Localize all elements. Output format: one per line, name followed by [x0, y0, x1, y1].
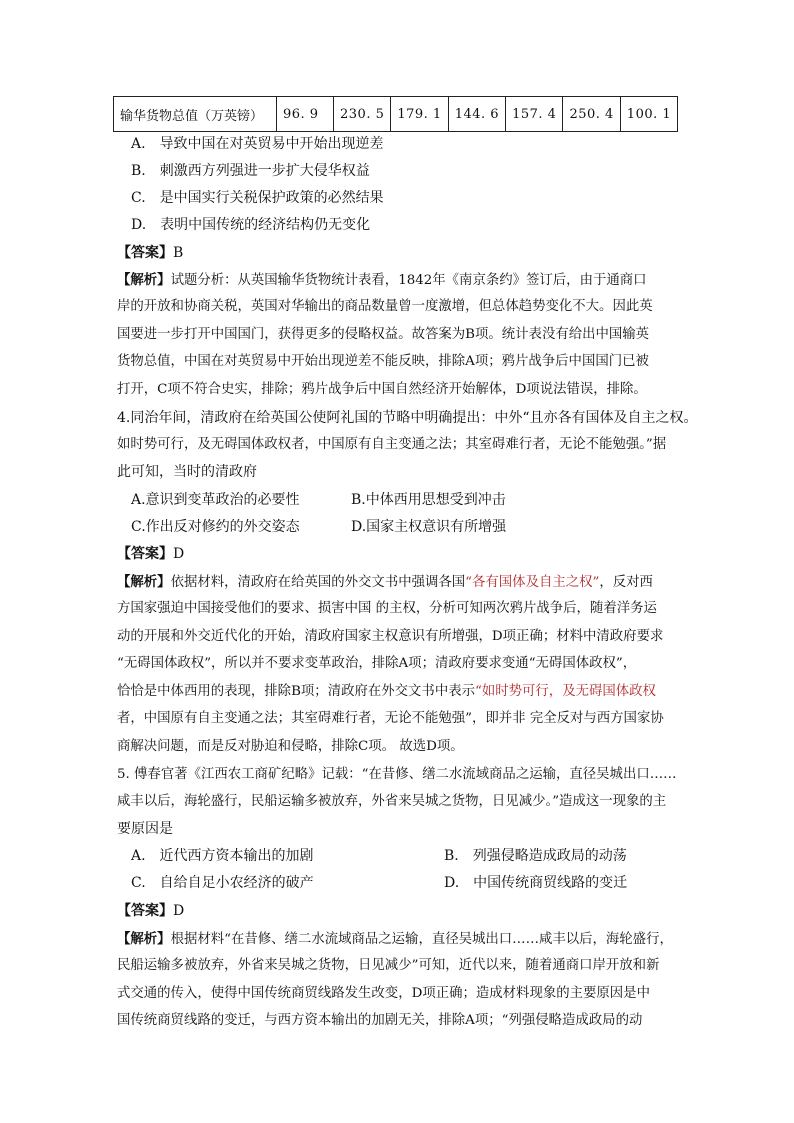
q4-analysis-line: 【解析】依据材料，清政府在给英国的外交文书中强调各国“各有国体及自主之权”，反对西 — [117, 574, 653, 590]
q3-option-d: D. 表明中国传统的经济结构仍无变化 — [131, 217, 371, 233]
q3-option-a: A. 导致中国在对英贸易中开始出现逆差 — [131, 136, 384, 152]
trade-value-table — [113, 96, 678, 132]
answer-value: B — [173, 245, 184, 261]
analysis-label: 【解析】 — [117, 931, 171, 947]
q5-analysis-line: 【解析】根据材料“在昔修、缮二水流域商品之运输，直径吴城出口……咸丰以后，海轮盛行， — [117, 931, 673, 947]
quote-highlight: “各有国体及自主之权” — [465, 575, 600, 590]
q4-analysis-line: 方国家强迫中国接受他们的要求、损害中国 的主权，分析可知两次鸦片战争后，随着洋务运 — [117, 601, 657, 616]
q5-stem-line: 咸丰以后，海轮盛行，民船运输多被放弃，外省来吴城之货物，日见减少。”造成这一现象的主 — [117, 794, 667, 809]
table-cell: 144. 6 — [448, 97, 505, 132]
q4-analysis-line: “无碍国体政权”，所以并不要求变革政治，排除A项；清政府要求变通“无碍国体政权”， — [117, 656, 637, 671]
q4-quote: “且亦各有国体及自主之权。 — [522, 410, 698, 426]
answer-value: D — [173, 546, 185, 562]
answer-label: 【答案】 — [117, 245, 173, 261]
q4-stem-line: 如时势可行，及无碍国体政权者，中国原有自主变通之法；其室碍难行者，无论不能勉强。”据 — [117, 437, 667, 452]
q5-option-b: B. 列强侵略造成政局的动荡 — [444, 848, 627, 864]
q3-analysis-line: 岸的开放和协商关税，英国对华输出的商品数量曾一度激增，但总体趋势变化不大。因此英 — [117, 299, 653, 314]
q4-stem-line: 此可知，当时的清政府 — [117, 464, 257, 480]
q5-option-a: A. 近代西方资本输出的加剧 — [131, 848, 314, 864]
q4-analysis-line: 者，中国原有自主变通之法；其室碍难行者，无论不能勉强”，即并非 完全反对与西方国家协 — [117, 711, 664, 726]
table-cell: 100. 1 — [620, 97, 677, 132]
q3-analysis-line: 货物总值，中国在对英贸易中开始出现逆差不能反映，排除A项；鸦片战争后中国国门已被 — [117, 354, 649, 369]
q4-option-d: D.国家主权意识有所增强 — [351, 519, 507, 535]
q4-option-b: B.中体西用思想受到冲击 — [351, 492, 506, 508]
table-cell: 96. 9 — [277, 97, 334, 132]
quote-highlight: “如时势可行，及无碍国体政权 — [475, 684, 656, 699]
q4-option-a: A.意识到变革政治的必要性 — [131, 492, 300, 508]
answer-label: 【答案】 — [117, 903, 173, 919]
table-cell: 230. 5 — [334, 97, 391, 132]
analysis-label: 【解析】 — [117, 574, 171, 590]
table-header-cell: 输华货物总值（万英镑） — [114, 97, 277, 132]
analysis-label: 【解析】 — [117, 272, 171, 288]
q4-answer — [117, 544, 184, 564]
table-row — [114, 97, 678, 132]
q5-answer — [117, 901, 184, 921]
q4-analysis-line: 商解决问题，而是反对胁迫和侵略，排除C项。 故选D项。 — [117, 739, 464, 754]
table-cell: 157. 4 — [506, 97, 563, 132]
q4-analysis-line: 动的开展和外交近代化的开始，清政府国家主权意识有所增强，D项正确；材料中清政府要求 — [117, 629, 664, 644]
table-cell: 179. 1 — [391, 97, 448, 132]
q3-option-c: C. 是中国实行关税保护政策的必然结果 — [131, 190, 384, 206]
table-cell: 250. 4 — [563, 97, 620, 132]
q3-analysis-line: 国要进一步打开中国国门，获得更多的侵略权益。故答案为B项。统计表没有给出中国输英 — [117, 327, 650, 342]
q4-analysis-line: 恰恰是中体西用的表现，排除B项；清政府在外交文书中表示“如时势可行，及无碍国体政权 — [117, 684, 656, 699]
answer-value: D — [173, 903, 185, 919]
q4-stem-line: 4.同治年间，清政府在给英国公使阿礼国的节略中明确提出：中外“且亦各有国体及自主之权。 — [117, 410, 698, 426]
q5-stem-line: 5. 傅春官著《江西农工商矿纪略》记载：“在昔修、缮二水流域商品之运输，直径吴城出口…… — [117, 767, 677, 782]
q3-option-b: B. 刺激西方列强进一步扩大侵华权益 — [131, 163, 370, 179]
q5-option-c: C. 自给自足小农经济的破产 — [131, 875, 314, 891]
answer-label: 【答案】 — [117, 546, 173, 562]
q3-analysis-line: 打开，C项不符合史实，排除；鸦片战争后中国自然经济开始解体，D项说法错误，排除。 — [117, 382, 647, 397]
q5-analysis-line: 民船运输多被放弃，外省来吴城之货物，日见减少”可知，近代以来，随着通商口岸开放和新 — [117, 958, 660, 973]
q5-analysis-line: 国传统商贸线路的变迁，与西方资本输出的加剧无关，排除A项；“列强侵略造成政局的动 — [117, 1013, 643, 1028]
q5-analysis-line: 式交通的传入，使得中国传统商贸线路发生改变，D项正确；造成材料现象的主要原因是中 — [117, 986, 650, 1001]
q3-answer — [117, 243, 183, 263]
q4-option-c: C.作出反对修约的外交姿态 — [131, 519, 300, 535]
q3-analysis-line: 【解析】试题分析：从英国输华货物统计表看，1842年《南京条约》签订后，由于通商口 — [117, 272, 647, 288]
q5-stem-line: 要原因是 — [117, 821, 173, 837]
q5-option-d: D. 中国传统商贸线路的变迁 — [444, 875, 628, 891]
